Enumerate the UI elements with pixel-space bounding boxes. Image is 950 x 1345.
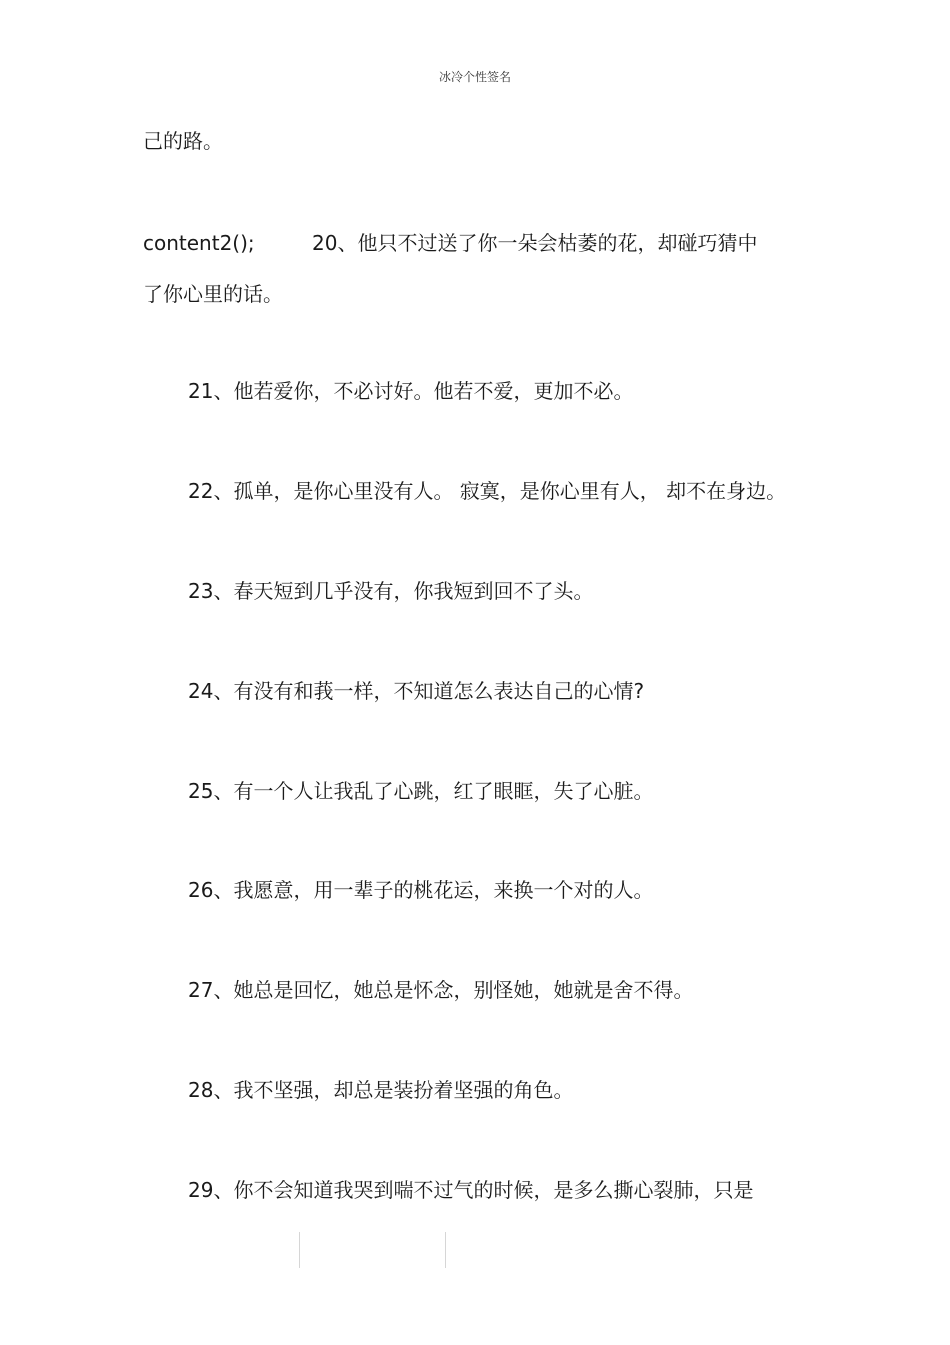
list-item-25: 25、有一个人让我乱了心跳，红了眼眶，失了心脏。 [188, 779, 654, 803]
list-item-27: 27、她总是回忆，她总是怀念，别怪她，她就是舍不得。 [188, 978, 694, 1002]
footer-divider-left [299, 1232, 300, 1268]
list-item-26: 26、我愿意，用一辈子的桃花运，来换一个对的人。 [188, 878, 654, 902]
page-header-title: 冰冷个性签名 [438, 70, 511, 84]
continuation-text: 己的路。 [143, 129, 223, 153]
item-20-line-2: 了你心里的话。 [143, 282, 283, 306]
list-item-28: 28、我不坚强，却总是装扮着坚强的角色。 [188, 1078, 574, 1102]
item-20-line-1: 20、他只不过送了你一朵会枯萎的花，却碰巧猜中 [312, 231, 758, 255]
list-item-21: 21、他若爱你，不必讨好。他若不爱，更加不必。 [188, 379, 634, 403]
list-item-29: 29、你不会知道我哭到喘不过气的时候，是多么撕心裂肺，只是 [188, 1178, 754, 1202]
code-token: content2(); [143, 231, 255, 255]
list-item-22: 22、孤单，是你心里没有人。 寂寞，是你心里有人， 却不在身边。 [188, 479, 787, 503]
footer-divider-right [445, 1232, 446, 1268]
list-item-23: 23、春天短到几乎没有，你我短到回不了头。 [188, 579, 594, 603]
list-item-24: 24、有没有和莪一样，不知道怎么表达自己的心情? [188, 679, 645, 703]
